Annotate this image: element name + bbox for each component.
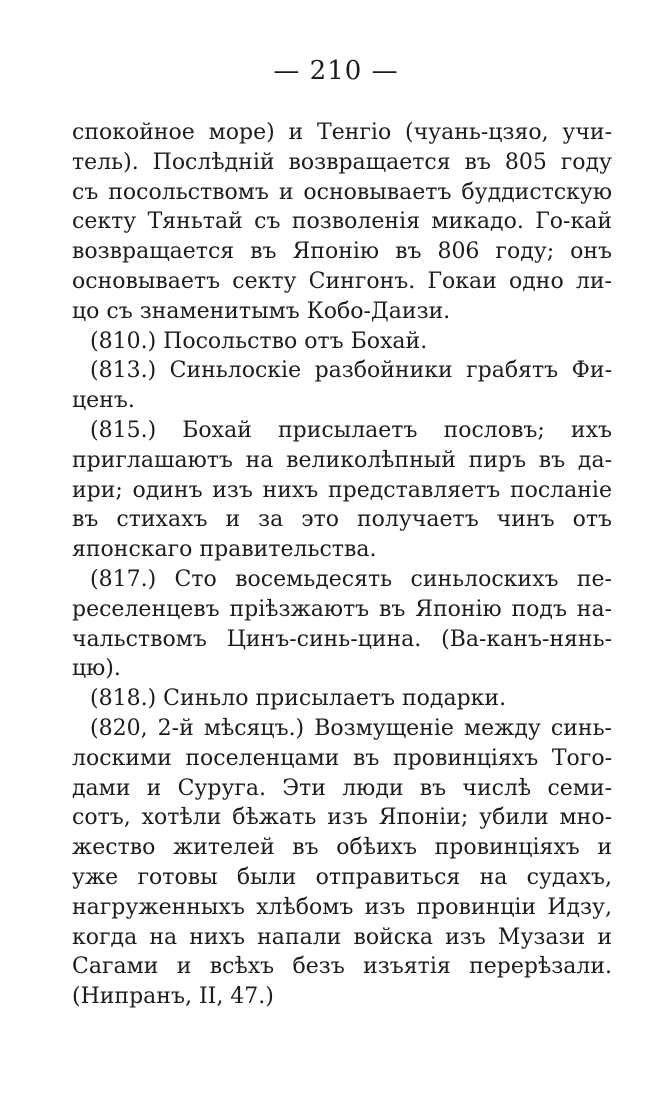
text-line: въ стихахъ и за это получаетъ чинъ отъ [72, 507, 612, 533]
text-line: цо съ знаменитымъ Кобо-Даизи. [72, 298, 451, 324]
text-line: ири; одинъ изъ нихъ представляетъ посланіе [72, 477, 612, 503]
text-line: приглашаютъ на великолѣпный пиръ въ да- [72, 447, 612, 473]
text-line: спокойное море) и Тенгіо (чуань-цзяо, учи- [72, 120, 612, 145]
text-line: (813.) Синьлоскіе разбойники грабятъ Фи- [90, 358, 612, 384]
text-line: Сагами и всѣхъ безъ изъятія перерѣзали. [72, 954, 612, 980]
text-line: возвращается въ Японію въ 806 году; онъ [72, 239, 612, 265]
text-line: (820, 2-й мѣсяцъ.) Возмущеніе между синь- [90, 715, 612, 741]
page-number: — 210 — [273, 56, 399, 86]
text-line: основываетъ секту Сингонъ. Гокаи одно ли- [72, 268, 612, 294]
text-line: нагруженныхъ хлѣбомъ изъ провинціи Идзу, [72, 894, 612, 920]
text-line: реселенцевъ пріѣзжаютъ въ Японію подъ на- [72, 596, 612, 622]
text-line: когда на нихъ напали войска изъ Музази и [72, 924, 612, 950]
text-line: уже готовы были отправиться на судахъ, [72, 864, 612, 890]
text-line: дами и Суруга. Эти люди въ числѣ семи- [72, 775, 612, 801]
text-line: (815.) Бохай присылаетъ пословъ; ихъ [90, 417, 612, 443]
text-line: (Нипранъ, II, 47.) [72, 984, 274, 1010]
text-line: тель). Послѣдній возвращается въ 805 году [72, 149, 612, 175]
text-line: японскаго правительства. [72, 537, 377, 563]
text-line: чальствомъ Цинъ-синь-цина. (Ва-канъ-нянь- [72, 626, 612, 652]
text-line: цю). [72, 656, 121, 682]
text-line: (817.) Сто восемьдесять синьлоскихъ пе- [90, 566, 612, 592]
text-line: ценъ. [72, 388, 135, 414]
text-line: съ посольствомъ и основываетъ буддистскую [72, 179, 612, 205]
text-line: (818.) Синьло присылаетъ подарки. [90, 686, 507, 712]
text-line: жество жителей въ обѣихъ провинціяхъ и [72, 835, 612, 861]
text-line: лоскими поселенцами въ провинціяхъ Того- [72, 745, 612, 771]
body-text [72, 118, 612, 1012]
text-line: сотъ, хотѣли бѣжать изъ Японіи; убили мно- [72, 805, 612, 831]
text-line: (810.) Посольство отъ Бохай. [90, 328, 428, 354]
text-line: секту Тяньтай съ позволенія микадо. Го-кай [72, 209, 612, 235]
